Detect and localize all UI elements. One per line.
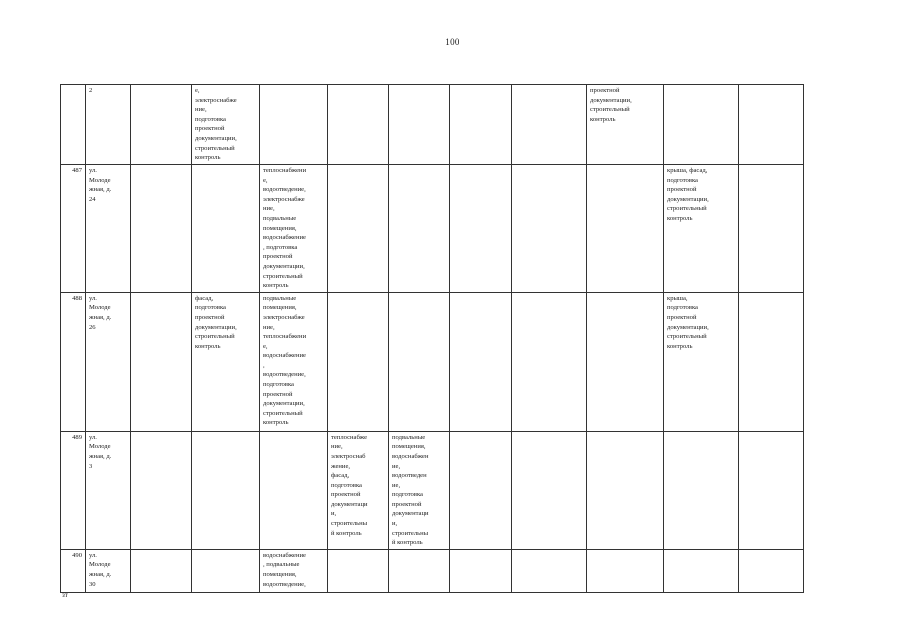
work-cell — [450, 85, 512, 165]
table-row — [61, 549, 804, 592]
work-cell — [587, 165, 664, 293]
work-cell: проектной документации, строительный контроль — [587, 85, 664, 165]
table-row — [61, 292, 804, 431]
work-cell — [739, 165, 804, 293]
work-cell: е, электроснабже ние, подготовка проектной документации, строительный контроль — [192, 85, 260, 165]
work-cell — [192, 165, 260, 293]
work-cell — [328, 549, 389, 592]
work-cell — [192, 549, 260, 592]
work-cell — [512, 549, 587, 592]
work-cell — [664, 549, 739, 592]
work-cell — [450, 549, 512, 592]
table-row — [61, 85, 804, 165]
work-cell — [739, 431, 804, 549]
work-cell — [587, 431, 664, 549]
work-cell — [664, 431, 739, 549]
work-cell: водоснабжение , подвальные помещения, водоотведение, — [260, 549, 328, 592]
work-cell — [131, 549, 192, 592]
work-cell — [260, 85, 328, 165]
work-cell — [389, 85, 450, 165]
work-cell: подвальные помещения, электроснабже ние, теплоснабжени е, водоснабжение , водоотведение, подготовка проектной документации, строительный контроль — [260, 292, 328, 431]
row-number — [61, 85, 86, 165]
work-cell — [328, 165, 389, 293]
work-cell — [131, 165, 192, 293]
work-cell: теплоснабжени е, водоотведение, электроснабже ние, подвальные помещения, водоснабжение , подготовка проектной документации, строительный контроль — [260, 165, 328, 293]
row-number: 489 — [61, 431, 86, 549]
work-cell: крыша, фасад, подготовка проектной документации, строительный контроль — [664, 165, 739, 293]
table-row — [61, 165, 804, 293]
work-cell — [450, 292, 512, 431]
work-cell — [739, 292, 804, 431]
table-row — [61, 431, 804, 549]
work-cell — [131, 431, 192, 549]
work-cell — [450, 165, 512, 293]
address-cell: ул. Молоде жная, д. 30 — [86, 549, 131, 592]
work-cell — [389, 165, 450, 293]
row-number: 487 — [61, 165, 86, 293]
address-cell: 2 — [86, 85, 131, 165]
work-cell — [512, 85, 587, 165]
row-number: 490 — [61, 549, 86, 592]
work-cell — [512, 165, 587, 293]
work-cell — [739, 85, 804, 165]
work-cell — [664, 85, 739, 165]
work-cell — [512, 431, 587, 549]
work-cell — [450, 431, 512, 549]
work-cell — [192, 431, 260, 549]
work-cell — [328, 85, 389, 165]
work-cell — [328, 292, 389, 431]
work-cell — [389, 292, 450, 431]
work-cell — [739, 549, 804, 592]
work-cell — [260, 431, 328, 549]
work-cell — [389, 549, 450, 592]
footer-mark: зт — [62, 591, 68, 599]
address-cell: ул. Молоде жная, д. 3 — [86, 431, 131, 549]
row-number: 488 — [61, 292, 86, 431]
work-cell: теплоснабже ние, электроснаб жение, фасад, подготовка проектной документаци и, строительны й контроль — [328, 431, 389, 549]
work-cell: фасад, подготовка проектной документации, строительный контроль — [192, 292, 260, 431]
address-cell: ул. Молоде жная, д. 24 — [86, 165, 131, 293]
work-cell — [512, 292, 587, 431]
address-cell: ул. Молоде жная, д. 26 — [86, 292, 131, 431]
work-cell — [587, 292, 664, 431]
work-cell — [131, 85, 192, 165]
repair-schedule-table — [60, 84, 804, 593]
work-cell: крыша, подготовка проектной документации, строительный контроль — [664, 292, 739, 431]
work-cell — [131, 292, 192, 431]
work-cell: подвальные помещения, водоснабжен ие, водоотведен ие, подготовка проектной документаци и, строительны й контроль — [389, 431, 450, 549]
work-cell — [587, 549, 664, 592]
page-number: 100 — [445, 37, 460, 47]
